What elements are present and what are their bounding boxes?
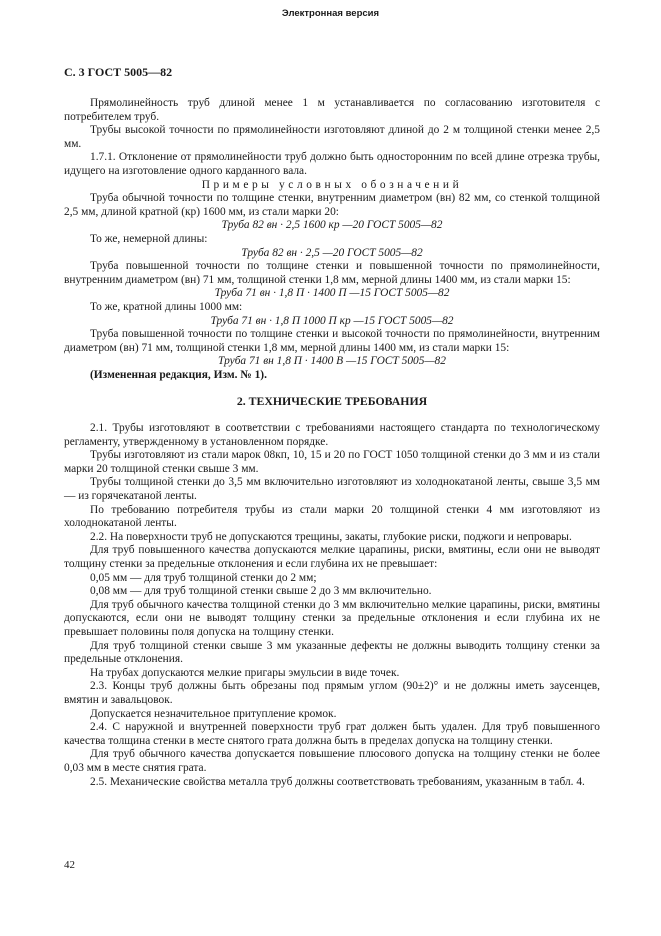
paragraph: По требованию потребителя трубы из стали марки 20 толщиной стенки 4 мм изготовляют из холоднокатаной ленты. (64, 503, 600, 530)
paragraph: 2.2. На поверхности труб не допускаются трещины, закаты, глубокие риски, поджоги и непровары. (90, 530, 572, 543)
designation-formula: Труба 71 вн · 1,8 П · 1400 П —15 ГОСТ 5005—82 (214, 287, 450, 300)
document-code: С. 3 ГОСТ 5005—82 (64, 65, 173, 79)
page-number: 42 (64, 859, 75, 871)
section-title: 2. ТЕХНИЧЕСКИЕ ТРЕБОВАНИЯ (236, 394, 428, 409)
examples-heading: Примеры условных обозначений (201, 178, 463, 191)
paragraph: 2.4. С наружной и внутренней поверхности труб грат должен быть удален. Для труб повышенного качества толщина стенки в месте снятого грата должна быть в пределах допуска на толщину стенки. (64, 721, 600, 747)
paragraph: Для труб обычного качества толщиной стенки до 3 мм включительно мелкие царапины, риски, вмятины допускаются, если они не выводят толщину стенки за предельные отклонения и если глубина их не превышает половины поля допуска на толщину стенки. (64, 598, 600, 638)
paragraph: 2.5. Механические свойства металла труб должны соответствовать требованиям, указанным в табл. 4. (90, 775, 585, 788)
paragraph: Труба повышенной точности по толщине стенки и высокой точности по прямолинейности, внутренним диаметром (вн) 71 мм, толщиной стенки 1,8 мм, мерной длины 1400 мм, из стали марки 15: (64, 328, 600, 354)
paragraph: 2.3. Концы труб должны быть обрезаны под прямым углом (90±2)° и не должны иметь заусенцев, вмятин и завальцовок. (64, 680, 600, 706)
paragraph: Трубы высокой точности по прямолинейности изготовляют длиной до 2 м толщиной стенки менее 2,5 мм. (64, 124, 600, 150)
paragraph: 2.1. Трубы изготовляют в соответствии с требованиями настоящего стандарта по технологическому регламенту, утвержденному в установленном порядке. (64, 422, 600, 448)
paragraph: Для труб обычного качества допускается повышение плюсового допуска на толщину стенки не более 0,03 мм в месте снятия грата. (64, 748, 600, 774)
paragraph: Трубы толщиной стенки до 3,5 мм включительно изготовляют из холоднокатаной ленты, свыше 3,5 мм — из горячекатаной ленты. (64, 476, 600, 503)
paragraph: Для труб толщиной стенки свыше 3 мм указанные дефекты не должны выводить толщину стенки за предельные отклонения. (64, 639, 600, 666)
designation-formula: Труба 71 вн · 1,8 П 1000 П кр —15 ГОСТ 5005—82 (210, 314, 454, 327)
paragraph: Труба обычной точности по толщине стенки, внутренним диаметром (вн) 82 мм, со стенкой толщиной 2,5 мм, длиной кратной (кр) 1600 мм, из стали марки 20: (64, 192, 600, 218)
paragraph: Для труб повышенного качества допускаются мелкие царапины, риски, вмятины, если они не выводят толщину стенки за предельные отклонения и если глубина их не превышает: (64, 544, 600, 570)
designation-formula: Труба 82 вн · 2,5 1600 кр —20 ГОСТ 5005—82 (221, 219, 443, 232)
paragraph: Трубы изготовляют из стали марок 08кп, 10, 15 и 20 по ГОСТ 1050 толщиной стенки до 3 мм и из стали марки 20 толщиной стенки свыше 3 мм. (64, 449, 600, 475)
document-body (64, 97, 600, 789)
paragraph: 1.7.1. Отклонение от прямолинейности труб должно быть односторонним по всей длине отрезка трубы, идущего на изготовление одного карданного вала. (64, 151, 600, 177)
edition-note: (Измененная редакция, Изм. № 1). (90, 368, 267, 381)
designation-formula: Труба 71 вн 1,8 П · 1400 В —15 ГОСТ 5005—82 (218, 355, 446, 368)
paragraph: 0,05 мм — для труб толщиной стенки до 2 мм; (90, 571, 317, 584)
paragraph: Труба повышенной точности по толщине стенки и повышенной точности по прямолинейности, внутренним диаметром (вн) 71 мм, толщиной стенки 1,8 мм, мерной длины 1400 мм, из стали марки 15: (64, 260, 600, 286)
paragraph: 0,08 мм — для труб толщиной стенки свыше 2 до 3 мм включительно. (90, 585, 432, 598)
paragraph: То же, немерной длины: (90, 232, 208, 245)
page-header: Электронная версия (281, 8, 380, 19)
paragraph: Допускается незначительное притупление кромок. (90, 707, 337, 720)
designation-formula: Труба 82 вн · 2,5 —20 ГОСТ 5005—82 (241, 246, 423, 259)
paragraph: На трубах допускаются мелкие пригары эмульсии в виде точек. (90, 666, 400, 679)
paragraph: Прямолинейность труб длиной менее 1 м устанавливается по согласованию изготовителя с потребителем труб. (64, 97, 600, 123)
paragraph: То же, кратной длины 1000 мм: (90, 300, 243, 313)
